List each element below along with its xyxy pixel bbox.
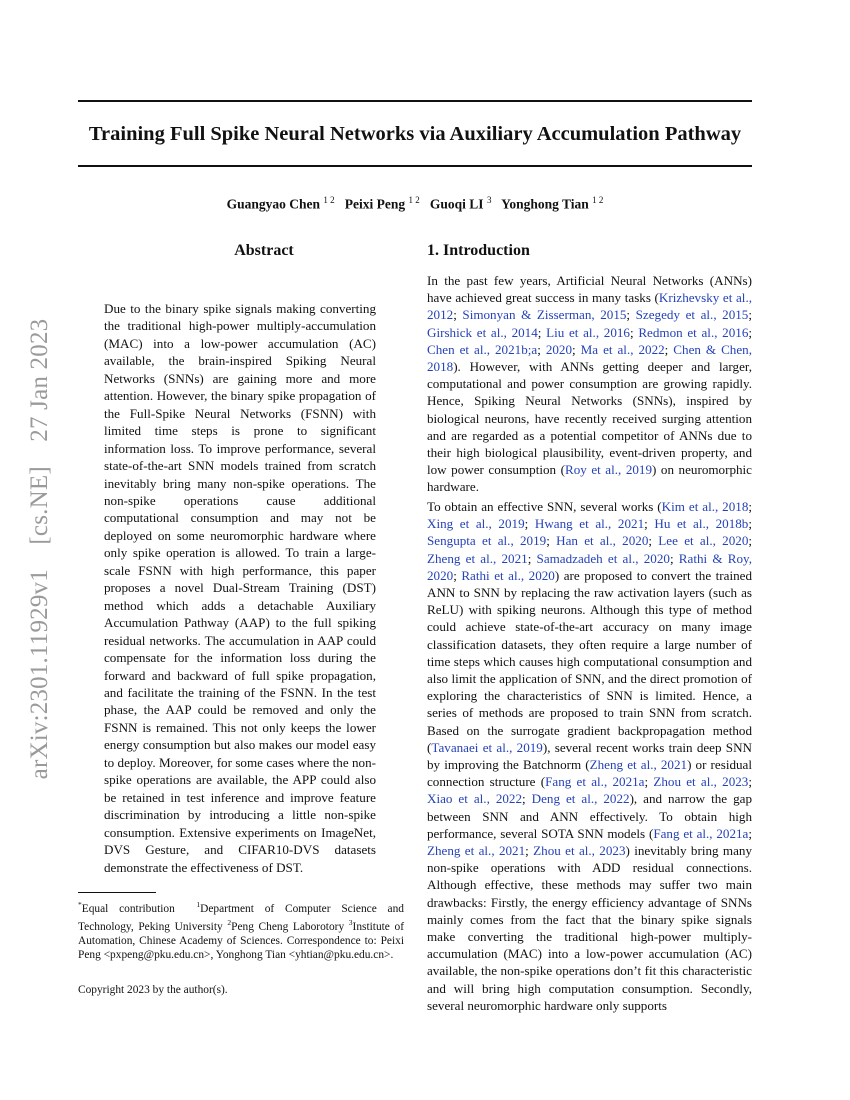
body-text: ; bbox=[669, 550, 679, 566]
body-text: ) inevitably bring many non-spike operations with ADD residual connections. Although effective, these methods may suffer two main drawbacks: Firstly, the energy efficiency advantage of SNNs mainly comes from the fact that the binary spike signals make converting the traditional high-power multiply-accumulation (MAC) into a low-power accumulation (AC) available, the non-spike operations don’t fit this characteristic and will bring high computation consumption. Secondly, several neuromorphic hardware only supports bbox=[427, 843, 753, 1013]
body-text: ; bbox=[546, 533, 557, 549]
body-text: ; bbox=[453, 307, 463, 323]
footnote-affiliation-2: Peng Cheng Laborotory bbox=[231, 920, 345, 933]
citation-link[interactable]: Samadzadeh et al., 2020 bbox=[536, 550, 670, 566]
author-name: Guangyao Chen bbox=[226, 196, 321, 212]
arxiv-id: arXiv:2301.11929v1 bbox=[26, 569, 53, 780]
body-text: ; bbox=[748, 774, 752, 790]
body-text: ) on neuromorphic hardware. bbox=[427, 462, 752, 495]
citation-link[interactable]: Chen et al., 2021b;a bbox=[427, 341, 538, 357]
body-text: ; bbox=[626, 307, 636, 323]
author-affiliation: 1 2 bbox=[592, 195, 604, 205]
body-text: In the past few years, Artificial Neural Networks (ANNs) have achieved great success in many tasks ( bbox=[427, 273, 752, 306]
citation-link[interactable]: Roy et al., 2019 bbox=[564, 462, 653, 478]
citation-link[interactable]: Szegedy et al., 2015 bbox=[635, 307, 749, 323]
body-text: ; bbox=[527, 550, 537, 566]
footnote-equal-contribution: Equal contribution bbox=[81, 902, 175, 915]
author-affiliation: 3 bbox=[486, 195, 492, 205]
body-text: ; bbox=[748, 324, 753, 340]
body-text: ), several recent works train deep SNN by improving the Batchnorm ( bbox=[427, 739, 752, 773]
citation-link[interactable]: Hwang et al., 2021 bbox=[534, 516, 645, 532]
footnote-rule bbox=[78, 892, 156, 893]
body-text: ; bbox=[644, 516, 655, 532]
citation-link[interactable]: Simonyan & Zisserman, 2015 bbox=[462, 307, 627, 323]
citation-link[interactable]: Zhou et al., 2023 bbox=[533, 843, 626, 859]
author-name: Peixi Peng bbox=[344, 196, 406, 212]
body-text: ), and narrow the gap between SNN and ANN effectively. To obtain high performance, several SOTA SNN models ( bbox=[427, 791, 752, 841]
body-text: ; bbox=[572, 341, 581, 357]
body-text: ) are proposed to convert the trained ANN to SNN by replacing the raw activation layers (such as ReLU) with spiking neurons. Although this type of method could achieve state-of-the-art accuracy on many image classification datasets, they often require a large number of time steps which causes high computational consumption and also limit the application of SNN, and the direct promotion of exploring the characteristics of SNN is limited. Hence, a series of methods are proposed to train SNN from scratch. Based on the surrogate gradient backpropagation method ( bbox=[427, 567, 752, 755]
body-text: ; bbox=[648, 533, 659, 549]
paper-title: Training Full Spike Neural Networks via Auxiliary Accumulation Pathway bbox=[88, 123, 742, 145]
body-text: ; bbox=[664, 341, 674, 357]
citation-link[interactable]: Lee et al., 2020 bbox=[658, 533, 749, 549]
citation-link[interactable]: Zheng et al., 2021 bbox=[427, 550, 528, 566]
abstract-heading: Abstract bbox=[234, 242, 294, 259]
body-text: ; bbox=[537, 341, 546, 357]
author-affiliation: 1 2 bbox=[323, 195, 335, 205]
citation-link[interactable]: Ma et al., 2022 bbox=[580, 341, 665, 357]
citation-link[interactable]: Fang et al., 2021a bbox=[545, 774, 645, 790]
body-text: ; bbox=[537, 324, 547, 340]
introduction-heading: 1. Introduction bbox=[427, 242, 530, 259]
footnote: *Equal contribution $^1$Department of Computer Science and Technology, Peking University $^2$Peng Cheng Laborotory $^3$Institute of Automation, Chinese Academy of Sciences. Correspondence to: Peixi Peng <pxpeng@pku.edu.cn>, Yonghong Tian <yhtian@pku.edu.cn>. bbox=[78, 900, 404, 962]
author-affiliation: 1 2 bbox=[408, 195, 420, 205]
top-rule bbox=[78, 100, 752, 102]
body-text: ; bbox=[748, 533, 753, 549]
author-name: Yonghong Tian bbox=[501, 196, 589, 212]
body-text: ; bbox=[748, 499, 753, 514]
body-text: ). However, with ANNs getting deeper and larger, computational and power consumption are growing rapidly. Hence, Spiking Neural Networks (SNNs), inspired by biological neurons, have recently received surging attention and are regarded as a potential competitor of ANNs due to their high biological plausibility, event-driven property, and low power consumption ( bbox=[427, 359, 752, 478]
title-bottom-rule bbox=[78, 165, 752, 167]
introduction-paragraph-1 bbox=[427, 272, 752, 496]
citation-link[interactable]: Girshick et al., 2014 bbox=[427, 324, 538, 340]
citation-link[interactable]: Sengupta et al., 2019 bbox=[427, 533, 547, 549]
arxiv-date: 27 Jan 2023 bbox=[26, 318, 53, 442]
citation-link[interactable]: Krizhevsky et al., 2012 bbox=[427, 290, 752, 323]
body-text: ) or residual connection structure ( bbox=[427, 757, 753, 790]
body-text: ; bbox=[644, 774, 654, 790]
citation-link[interactable]: Xing et al., 2019 bbox=[427, 516, 525, 532]
body-text: ; bbox=[748, 516, 752, 532]
body-text: ; bbox=[748, 825, 753, 841]
citation-link[interactable]: 2020 bbox=[545, 341, 573, 357]
footnote-correspondence: Correspondence to: Peixi Peng <pxpeng@pku.edu.cn>, Yonghong Tian <yhtian@pku.edu.cn>. bbox=[78, 935, 404, 962]
body-text: ; bbox=[525, 843, 534, 859]
footnote-affiliation-3: Institute of Automation, Chinese Academy of Sciences. bbox=[78, 920, 404, 947]
arxiv-side-stamp bbox=[26, 301, 54, 780]
citation-link[interactable]: Rathi et al., 2020 bbox=[461, 567, 555, 583]
citation-link[interactable]: Zheng et al., 2021 bbox=[427, 843, 526, 859]
citation-link[interactable]: Han et al., 2020 bbox=[556, 533, 649, 549]
citation-link[interactable]: Zhou et al., 2023 bbox=[653, 774, 749, 790]
introduction-paragraph-2 bbox=[427, 498, 752, 1014]
abstract-text: Due to the binary spike signals making converting the traditional high-power multiply-accumulation (MAC) into a low-power accumulation (AC) available, the brain-inspired Spiking Neural Networks (SNNs) are gaining more and more attention. However, the binary spike propagation of the Full-Spike Neural Networks (FSNN) with limited time steps is prone to significant information loss. To improve performance, several state-of-the-art SNN models trained from scratch inevitably bring many non-spike operations. The non-spike operations cause additional computational consumption and may not be deployed on some neuromorphic hardware where only spike operation is allowed. To train a large-scale FSNN with high performance, this paper proposes a novel Dual-Stream Training (DST) method which adds a detachable Auxiliary Accumulation Pathway (AAP) to the full spiking residual networks. The accumulation in AAP could compensate for the information loss during the forward and backward of full spike propagation, and facilitate the training of the FSNN. In the test phase, the AAP could be removed and only the FSNN is remained. This not only keeps the lower energy consumption but also makes our model easy to deploy. Moreover, for some cases where the non-spike operations are available, the APP could also be retained in test inference and improve feature discrimination by introducing a little non-spike consumption. Extensive experiments on ImageNet, DVS Gesture, and CIFAR10-DVS datasets demonstrate the effectiveness of DST. bbox=[104, 301, 376, 875]
citation-link[interactable]: Liu et al., 2016 bbox=[546, 324, 630, 340]
citation-link[interactable]: Chen & Chen, 2018 bbox=[427, 341, 752, 375]
author-list bbox=[78, 195, 752, 213]
citation-link[interactable]: Rathi & Roy, 2020 bbox=[427, 550, 752, 583]
body-text: ; bbox=[748, 307, 752, 323]
arxiv-category: [cs.NE] bbox=[26, 466, 53, 545]
copyright-notice: Copyright 2023 by the author(s). bbox=[78, 984, 228, 996]
body-text: ; bbox=[629, 324, 639, 340]
citation-link[interactable]: Kim et al., 2018 bbox=[661, 499, 749, 514]
citation-link[interactable]: Tavanaei et al., 2019 bbox=[431, 739, 543, 755]
author-name: Guoqi LI bbox=[429, 196, 484, 212]
citation-link[interactable]: Deng et al., 2022 bbox=[531, 791, 630, 807]
citation-link[interactable]: Xiao et al., 2022 bbox=[427, 791, 523, 807]
citation-link[interactable]: Fang et al., 2021a bbox=[653, 825, 749, 841]
citation-link[interactable]: Hu et al., 2018b bbox=[654, 516, 749, 532]
body-text: ; bbox=[524, 516, 535, 532]
body-text: ; bbox=[522, 791, 532, 807]
body-text: ; bbox=[453, 567, 462, 583]
footnote-affiliation-1: Department of Computer Science and Technology, Peking University bbox=[78, 902, 404, 933]
citation-link[interactable]: Redmon et al., 2016 bbox=[638, 324, 749, 340]
citation-link[interactable]: Zheng et al., 2021 bbox=[589, 757, 688, 773]
body-text: To obtain an effective SNN, several works ( bbox=[427, 499, 662, 514]
